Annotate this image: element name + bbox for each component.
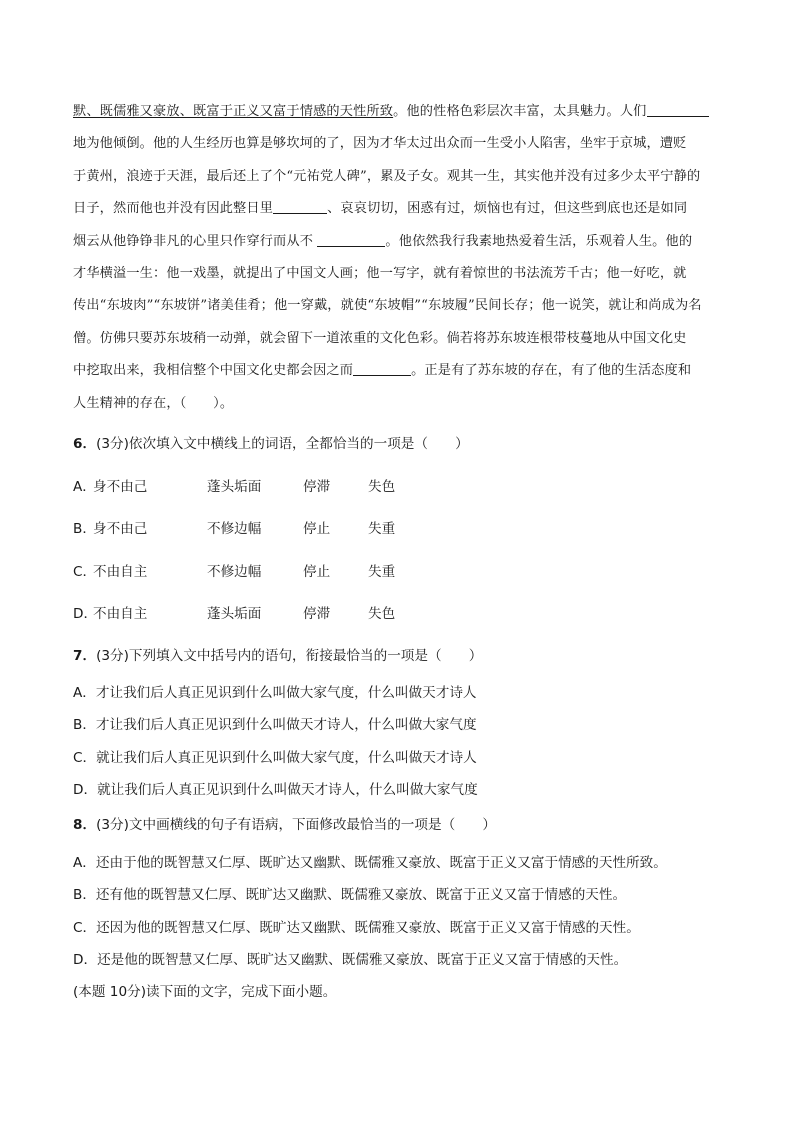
passage-line [73, 388, 723, 420]
question-8-option[interactable] [73, 885, 626, 905]
passage-line [73, 258, 723, 290]
passage-text: 烟云从他铮铮非凡的心里只作穿行而从不 [73, 233, 318, 249]
option-word: 身不由己 [93, 521, 148, 538]
option-text: 就让我们后人真正见识到什么叫做大家气度，什么叫做天才诗人 [96, 749, 477, 766]
question-8-option[interactable] [73, 950, 627, 970]
passage-text: 。他的性格色彩层次丰富，太具魅力。人们 [393, 104, 647, 119]
fill-in-blank [647, 102, 709, 117]
question-8-score: (3分) [96, 817, 129, 833]
passage-text: 中挖取出来，我相信整个中国文化史都会因之而 [73, 363, 354, 379]
next-section-heading: (本题 10分)读下面的文字，完成下面小题。 [73, 984, 337, 1000]
option-label: D． [73, 951, 98, 968]
question-6-score: (3分) [96, 436, 129, 452]
passage-line [73, 128, 723, 160]
option-word: 蓬头垢面 [207, 605, 262, 622]
option-word: 停滞 [303, 605, 331, 622]
option-word: 失重 [368, 563, 396, 580]
option-word: 停止 [303, 563, 331, 580]
question-7-title [73, 646, 482, 666]
option-word: 身不由己 [93, 479, 148, 495]
question-8-title [73, 815, 496, 835]
option-label: B． [73, 717, 96, 734]
option-word: 不修边幅 [207, 563, 262, 580]
passage-line [73, 355, 723, 387]
question-6-number: 6． [73, 436, 97, 452]
question-8-option[interactable] [73, 918, 640, 938]
question-8-stem: 文中画横线的句子有语病，下面修改最恰当的一项是（ ） [128, 817, 496, 833]
question-7-option[interactable] [73, 715, 477, 735]
passage-line [73, 290, 723, 322]
option-label: C． [73, 749, 97, 766]
question-8-option[interactable] [73, 853, 667, 873]
passage-text: 僧。仿佛只要苏东坡稍一动弹，就会留下一道浓重的文化色彩。倘若将苏东坡连根带枝蔓地从中国文化史 [73, 330, 687, 346]
question-7-stem: 下列填入文中括号内的语句，衔接最恰当的一项是（ ） [128, 648, 483, 664]
underlined-sentence: 默、既儒雅又豪放、既富于正义又富于情感的天性所致 [73, 104, 394, 119]
passage-text: 、哀哀切切，困惑有过，烦恼也有过，但这些到底也还是如同 [327, 201, 688, 217]
passage-text: 地为他倾倒。他的人生经历也算是够坎坷的了，因为才华太过出众而一生受小人陷害，坐牢于京城，遭贬 [73, 136, 687, 152]
option-text: 才让我们后人真正见识到什么叫做天才诗人，什么叫做大家气度 [95, 717, 477, 734]
passage-text: 于黄州，浪迹于天涯，最后还上了个“元祐党人碑”，累及子女。观其一生，其实他并没有过多少太平宁静的 [73, 168, 701, 184]
passage-text: 日子，然而他也并没有因此整日里 [73, 201, 274, 217]
option-word: 不由自主 [93, 563, 148, 580]
option-label: A． [73, 685, 96, 701]
option-text: 就让我们后人真正见识到什么叫做天才诗人，什么叫做大家气度 [97, 781, 478, 798]
passage-line [73, 161, 723, 193]
question-6-title [73, 434, 469, 454]
question-8-number: 8． [73, 817, 97, 833]
question-7-option[interactable] [73, 780, 478, 800]
passage-text: 传出“东坡肉”“东坡饼”诸美佳肴；他一穿戴，就使“东坡帽”“东坡履”民间长存；他一说笑，就让和尚成为名 [73, 298, 702, 314]
option-word: 失色 [368, 479, 396, 495]
option-text: 才让我们后人真正见识到什么叫做大家气度，什么叫做天才诗人 [95, 685, 477, 701]
option-word: 不由自主 [93, 605, 148, 622]
option-word: 不修边幅 [207, 521, 262, 538]
passage-text: 人生精神的存在，（ ）。 [73, 395, 234, 411]
passage-line [73, 193, 723, 225]
option-label: A． [73, 479, 96, 495]
question-7-score: (3分) [96, 648, 129, 664]
passage-line [73, 96, 723, 128]
question-7-option[interactable] [73, 683, 477, 703]
fill-in-blank [353, 361, 411, 376]
question-7-option[interactable] [73, 748, 477, 768]
option-label: D． [73, 605, 98, 622]
question-7-number: 7． [73, 648, 97, 664]
passage-text: 。正是有了苏东坡的存在，有了他的生活态度和 [411, 363, 692, 379]
option-text: 还由于他的既智慧又仁厚、既旷达又幽默、既儒雅又豪放、既富于正义又富于情感的天性所致。 [95, 855, 667, 871]
option-label: D． [73, 781, 98, 798]
passage [73, 96, 723, 420]
fill-in-blank [317, 232, 385, 247]
option-label: B． [73, 521, 96, 538]
option-label: A． [73, 855, 96, 871]
passage-line [73, 323, 723, 355]
fill-in-blank [273, 199, 327, 214]
question-6-stem: 依次填入文中横线上的词语，全都恰当的一项是（ ） [128, 436, 469, 452]
option-label: C． [73, 563, 97, 580]
option-word: 蓬头垢面 [207, 479, 262, 495]
option-text: 还因为他的既智慧又仁厚、既旷达又幽默、既儒雅又豪放、既富于正义又富于情感的天性。 [96, 919, 640, 936]
option-label: B． [73, 887, 96, 904]
passage-text: 。他依然我行我素地热爱着生活，乐观着人生。他的 [385, 233, 693, 249]
option-word: 停止 [303, 521, 331, 538]
option-word: 失色 [368, 605, 396, 622]
passage-text: 才华横溢一生：他一戏墨，就提出了中国文人画；他一写字，就有着惊世的书法流芳千古；他一好吃，就 [73, 265, 687, 281]
option-word: 停滞 [303, 479, 331, 495]
option-word: 失重 [368, 521, 396, 538]
option-label: C． [73, 919, 97, 936]
option-text: 还有他的既智慧又仁厚、既旷达又幽默、既儒雅又豪放、既富于正义又富于情感的天性。 [95, 887, 627, 904]
option-text: 还是他的既智慧又仁厚、既旷达又幽默、既儒雅又豪放、既富于正义又富于情感的天性。 [97, 951, 628, 968]
passage-line [73, 226, 723, 258]
